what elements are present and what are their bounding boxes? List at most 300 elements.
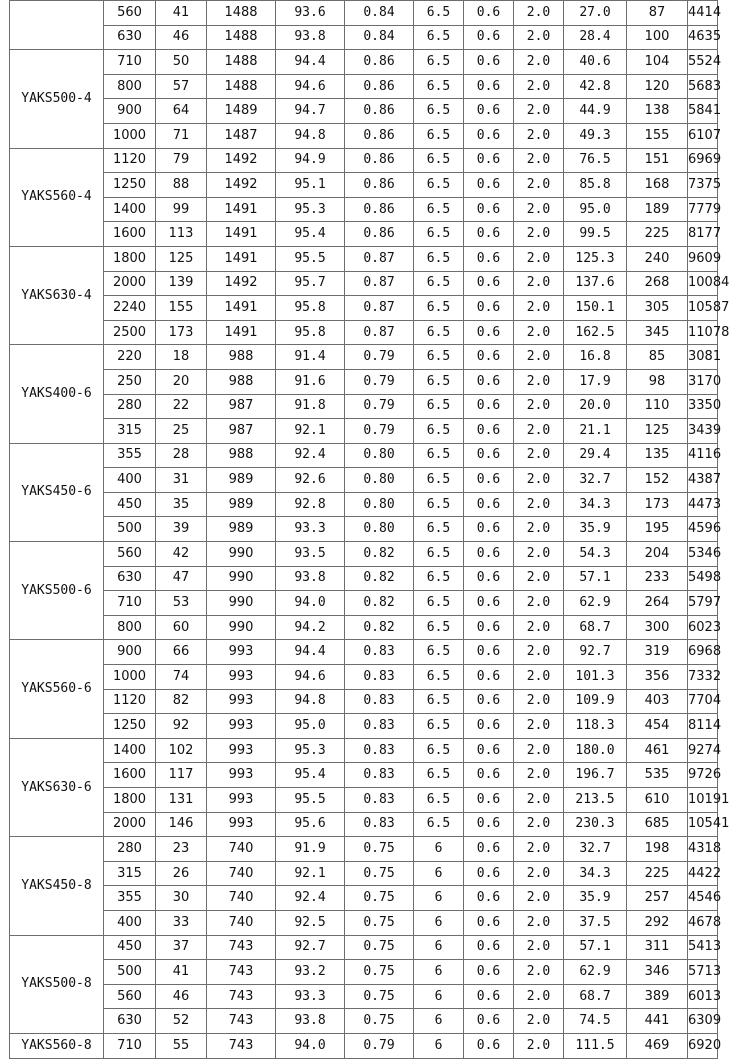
power-factor-cell: 0.80: [345, 492, 414, 517]
speed-cell: 990: [207, 591, 276, 616]
start-torque-ratio-cell: 0.6: [464, 1009, 514, 1034]
rated-current-cell: 53: [156, 591, 207, 616]
table-row: [10, 714, 718, 739]
rated-power-cell: 1600: [104, 222, 156, 247]
table-row: [10, 861, 718, 886]
table-row: [10, 197, 718, 222]
noise-or-weight-cell: 85: [627, 345, 688, 370]
power-factor-cell: 0.82: [345, 566, 414, 591]
table-row: [10, 394, 718, 419]
efficiency-cell: 94.0: [276, 1033, 345, 1058]
start-current-ratio-cell: 6.5: [414, 714, 464, 739]
speed-cell: 993: [207, 788, 276, 813]
noise-or-weight-cell: 305: [627, 296, 688, 321]
noise-or-weight-cell: 441: [627, 1009, 688, 1034]
power-factor-cell: 0.84: [345, 25, 414, 50]
rated-current-cell: 57: [156, 74, 207, 99]
speed-cell: 990: [207, 615, 276, 640]
rated-current-cell: 82: [156, 689, 207, 714]
noise-or-weight-cell: 233: [627, 566, 688, 591]
table-row: [10, 689, 718, 714]
max-torque-ratio-cell: 2.0: [514, 320, 564, 345]
model-cell: [10, 1, 104, 50]
table-row: [10, 615, 718, 640]
efficiency-cell: 93.3: [276, 517, 345, 542]
table-row: [10, 492, 718, 517]
efficiency-cell: 92.4: [276, 886, 345, 911]
rotor-inertia-cell: 28.4: [564, 25, 627, 50]
rated-power-cell: 710: [104, 591, 156, 616]
power-factor-cell: 0.80: [345, 517, 414, 542]
start-torque-ratio-cell: 0.6: [464, 1033, 514, 1058]
max-torque-ratio-cell: 2.0: [514, 984, 564, 1009]
rated-power-cell: 2240: [104, 296, 156, 321]
speed-cell: 1492: [207, 271, 276, 296]
noise-or-weight-cell: 151: [627, 148, 688, 173]
rotor-inertia-cell: 62.9: [564, 591, 627, 616]
weight-cell: 7779: [688, 197, 718, 222]
rotor-inertia-cell: 213.5: [564, 788, 627, 813]
max-torque-ratio-cell: 2.0: [514, 25, 564, 50]
efficiency-cell: 95.0: [276, 714, 345, 739]
rated-power-cell: 710: [104, 1033, 156, 1058]
rotor-inertia-cell: 32.7: [564, 837, 627, 862]
efficiency-cell: 92.5: [276, 910, 345, 935]
weight-cell: 6023: [688, 615, 718, 640]
rated-power-cell: 1250: [104, 714, 156, 739]
rated-power-cell: 560: [104, 542, 156, 567]
noise-or-weight-cell: 610: [627, 788, 688, 813]
power-factor-cell: 0.83: [345, 763, 414, 788]
table-row: [10, 74, 718, 99]
speed-cell: 988: [207, 369, 276, 394]
weight-cell: 8114: [688, 714, 718, 739]
weight-cell: 5346: [688, 542, 718, 567]
weight-cell: 5413: [688, 935, 718, 960]
start-torque-ratio-cell: 0.6: [464, 984, 514, 1009]
speed-cell: 1492: [207, 148, 276, 173]
rotor-inertia-cell: 34.3: [564, 492, 627, 517]
weight-cell: 5797: [688, 591, 718, 616]
start-current-ratio-cell: 6.5: [414, 615, 464, 640]
efficiency-cell: 91.9: [276, 837, 345, 862]
table-row: [10, 984, 718, 1009]
rotor-inertia-cell: 109.9: [564, 689, 627, 714]
efficiency-cell: 95.8: [276, 320, 345, 345]
power-factor-cell: 0.86: [345, 123, 414, 148]
speed-cell: 989: [207, 517, 276, 542]
weight-cell: 4414: [688, 1, 718, 26]
table-row: [10, 99, 718, 124]
noise-or-weight-cell: 345: [627, 320, 688, 345]
noise-or-weight-cell: 120: [627, 74, 688, 99]
rated-power-cell: 1800: [104, 246, 156, 271]
speed-cell: 1489: [207, 99, 276, 124]
rotor-inertia-cell: 68.7: [564, 984, 627, 1009]
max-torque-ratio-cell: 2.0: [514, 443, 564, 468]
rotor-inertia-cell: 99.5: [564, 222, 627, 247]
start-torque-ratio-cell: 0.6: [464, 50, 514, 75]
power-factor-cell: 0.83: [345, 714, 414, 739]
max-torque-ratio-cell: 2.0: [514, 738, 564, 763]
efficiency-cell: 94.8: [276, 123, 345, 148]
max-torque-ratio-cell: 2.0: [514, 861, 564, 886]
speed-cell: 1488: [207, 74, 276, 99]
rated-power-cell: 400: [104, 910, 156, 935]
rated-power-cell: 560: [104, 984, 156, 1009]
weight-cell: 10587: [688, 296, 718, 321]
weight-cell: 5841: [688, 99, 718, 124]
rated-current-cell: 18: [156, 345, 207, 370]
max-torque-ratio-cell: 2.0: [514, 566, 564, 591]
speed-cell: 987: [207, 394, 276, 419]
start-torque-ratio-cell: 0.6: [464, 1, 514, 26]
efficiency-cell: 94.9: [276, 148, 345, 173]
efficiency-cell: 92.8: [276, 492, 345, 517]
speed-cell: 743: [207, 1033, 276, 1058]
start-current-ratio-cell: 6.5: [414, 25, 464, 50]
efficiency-cell: 93.8: [276, 1009, 345, 1034]
rotor-inertia-cell: 180.0: [564, 738, 627, 763]
start-current-ratio-cell: 6: [414, 861, 464, 886]
start-current-ratio-cell: 6.5: [414, 296, 464, 321]
efficiency-cell: 95.7: [276, 271, 345, 296]
noise-or-weight-cell: 225: [627, 222, 688, 247]
power-factor-cell: 0.79: [345, 419, 414, 444]
power-factor-cell: 0.75: [345, 910, 414, 935]
model-cell: YAKS450-8: [10, 837, 104, 935]
rotor-inertia-cell: 74.5: [564, 1009, 627, 1034]
noise-or-weight-cell: 138: [627, 99, 688, 124]
rated-current-cell: 50: [156, 50, 207, 75]
table-row: [10, 369, 718, 394]
max-torque-ratio-cell: 2.0: [514, 812, 564, 837]
rotor-inertia-cell: 125.3: [564, 246, 627, 271]
rated-power-cell: 355: [104, 443, 156, 468]
start-torque-ratio-cell: 0.6: [464, 886, 514, 911]
start-torque-ratio-cell: 0.6: [464, 271, 514, 296]
efficiency-cell: 94.2: [276, 615, 345, 640]
start-current-ratio-cell: 6: [414, 910, 464, 935]
table-row: [10, 246, 718, 271]
weight-cell: 9609: [688, 246, 718, 271]
efficiency-cell: 95.4: [276, 763, 345, 788]
start-torque-ratio-cell: 0.6: [464, 222, 514, 247]
power-factor-cell: 0.75: [345, 1009, 414, 1034]
table-row: [10, 1, 718, 26]
rated-current-cell: 37: [156, 935, 207, 960]
max-torque-ratio-cell: 2.0: [514, 615, 564, 640]
start-torque-ratio-cell: 0.6: [464, 197, 514, 222]
speed-cell: 988: [207, 345, 276, 370]
weight-cell: 9726: [688, 763, 718, 788]
start-torque-ratio-cell: 0.6: [464, 345, 514, 370]
rotor-inertia-cell: 196.7: [564, 763, 627, 788]
speed-cell: 1491: [207, 197, 276, 222]
noise-or-weight-cell: 198: [627, 837, 688, 862]
rated-current-cell: 31: [156, 468, 207, 493]
rated-power-cell: 710: [104, 50, 156, 75]
table-row: [10, 296, 718, 321]
power-factor-cell: 0.75: [345, 861, 414, 886]
noise-or-weight-cell: 346: [627, 960, 688, 985]
noise-or-weight-cell: 168: [627, 173, 688, 198]
max-torque-ratio-cell: 2.0: [514, 468, 564, 493]
rotor-inertia-cell: 35.9: [564, 517, 627, 542]
table-row: [10, 419, 718, 444]
start-current-ratio-cell: 6.5: [414, 492, 464, 517]
model-cell: YAKS400-6: [10, 345, 104, 443]
model-cell: YAKS450-6: [10, 443, 104, 541]
noise-or-weight-cell: 454: [627, 714, 688, 739]
power-factor-cell: 0.75: [345, 837, 414, 862]
efficiency-cell: 95.3: [276, 197, 345, 222]
rotor-inertia-cell: 92.7: [564, 640, 627, 665]
noise-or-weight-cell: 264: [627, 591, 688, 616]
rotor-inertia-cell: 40.6: [564, 50, 627, 75]
max-torque-ratio-cell: 2.0: [514, 837, 564, 862]
weight-cell: 7332: [688, 665, 718, 690]
rated-power-cell: 315: [104, 419, 156, 444]
rated-current-cell: 46: [156, 984, 207, 1009]
rated-current-cell: 46: [156, 25, 207, 50]
start-current-ratio-cell: 6.5: [414, 173, 464, 198]
noise-or-weight-cell: 403: [627, 689, 688, 714]
weight-cell: 7375: [688, 173, 718, 198]
table-row: [10, 222, 718, 247]
speed-cell: 1488: [207, 1, 276, 26]
start-torque-ratio-cell: 0.6: [464, 246, 514, 271]
start-torque-ratio-cell: 0.6: [464, 935, 514, 960]
efficiency-cell: 95.4: [276, 222, 345, 247]
rated-current-cell: 71: [156, 123, 207, 148]
model-cell: YAKS630-6: [10, 738, 104, 836]
power-factor-cell: 0.75: [345, 935, 414, 960]
rotor-inertia-cell: 111.5: [564, 1033, 627, 1058]
rotor-inertia-cell: 76.5: [564, 148, 627, 173]
weight-cell: 4387: [688, 468, 718, 493]
speed-cell: 990: [207, 566, 276, 591]
speed-cell: 988: [207, 443, 276, 468]
power-factor-cell: 0.82: [345, 615, 414, 640]
weight-cell: 5683: [688, 74, 718, 99]
table-row: [10, 271, 718, 296]
max-torque-ratio-cell: 2.0: [514, 74, 564, 99]
start-torque-ratio-cell: 0.6: [464, 320, 514, 345]
noise-or-weight-cell: 100: [627, 25, 688, 50]
efficiency-cell: 93.6: [276, 1, 345, 26]
start-torque-ratio-cell: 0.6: [464, 788, 514, 813]
rotor-inertia-cell: 16.8: [564, 345, 627, 370]
max-torque-ratio-cell: 2.0: [514, 296, 564, 321]
noise-or-weight-cell: 685: [627, 812, 688, 837]
max-torque-ratio-cell: 2.0: [514, 50, 564, 75]
start-current-ratio-cell: 6.5: [414, 812, 464, 837]
rated-current-cell: 28: [156, 443, 207, 468]
power-factor-cell: 0.75: [345, 960, 414, 985]
power-factor-cell: 0.80: [345, 468, 414, 493]
efficiency-cell: 93.3: [276, 984, 345, 1009]
start-current-ratio-cell: 6.5: [414, 148, 464, 173]
noise-or-weight-cell: 135: [627, 443, 688, 468]
weight-cell: 3170: [688, 369, 718, 394]
speed-cell: 993: [207, 763, 276, 788]
noise-or-weight-cell: 292: [627, 910, 688, 935]
start-current-ratio-cell: 6.5: [414, 419, 464, 444]
table-row: [10, 1033, 718, 1058]
max-torque-ratio-cell: 2.0: [514, 689, 564, 714]
rotor-inertia-cell: 17.9: [564, 369, 627, 394]
table-row: [10, 640, 718, 665]
start-torque-ratio-cell: 0.6: [464, 665, 514, 690]
table-row: [10, 517, 718, 542]
table-body: [10, 1, 729, 1059]
power-factor-cell: 0.83: [345, 788, 414, 813]
model-cell: YAKS560-8: [10, 1033, 104, 1058]
weight-cell: 3439: [688, 419, 718, 444]
noise-or-weight-cell: 240: [627, 246, 688, 271]
speed-cell: 743: [207, 984, 276, 1009]
start-current-ratio-cell: 6.5: [414, 222, 464, 247]
efficiency-cell: 92.6: [276, 468, 345, 493]
rated-current-cell: 41: [156, 960, 207, 985]
noise-or-weight-cell: 204: [627, 542, 688, 567]
rated-power-cell: 280: [104, 394, 156, 419]
rated-current-cell: 41: [156, 1, 207, 26]
power-factor-cell: 0.86: [345, 222, 414, 247]
start-torque-ratio-cell: 0.6: [464, 296, 514, 321]
rated-power-cell: 450: [104, 935, 156, 960]
noise-or-weight-cell: 189: [627, 197, 688, 222]
weight-cell: 5713: [688, 960, 718, 985]
rated-power-cell: 1800: [104, 788, 156, 813]
rated-current-cell: 20: [156, 369, 207, 394]
start-torque-ratio-cell: 0.6: [464, 394, 514, 419]
speed-cell: 1487: [207, 123, 276, 148]
speed-cell: 740: [207, 886, 276, 911]
speed-cell: 1491: [207, 246, 276, 271]
start-current-ratio-cell: 6.5: [414, 468, 464, 493]
start-torque-ratio-cell: 0.6: [464, 25, 514, 50]
start-torque-ratio-cell: 0.6: [464, 738, 514, 763]
noise-or-weight-cell: 155: [627, 123, 688, 148]
rated-current-cell: 99: [156, 197, 207, 222]
table-row: [10, 542, 718, 567]
start-current-ratio-cell: 6.5: [414, 369, 464, 394]
max-torque-ratio-cell: 2.0: [514, 1, 564, 26]
efficiency-cell: 93.8: [276, 25, 345, 50]
model-cell: YAKS500-8: [10, 935, 104, 1033]
max-torque-ratio-cell: 2.0: [514, 222, 564, 247]
power-factor-cell: 0.79: [345, 369, 414, 394]
power-factor-cell: 0.86: [345, 148, 414, 173]
speed-cell: 993: [207, 689, 276, 714]
efficiency-cell: 92.1: [276, 419, 345, 444]
rotor-inertia-cell: 230.3: [564, 812, 627, 837]
power-factor-cell: 0.82: [345, 542, 414, 567]
rotor-inertia-cell: 101.3: [564, 665, 627, 690]
power-factor-cell: 0.87: [345, 320, 414, 345]
power-factor-cell: 0.83: [345, 689, 414, 714]
noise-or-weight-cell: 152: [627, 468, 688, 493]
max-torque-ratio-cell: 2.0: [514, 517, 564, 542]
speed-cell: 1488: [207, 25, 276, 50]
start-current-ratio-cell: 6.5: [414, 689, 464, 714]
start-current-ratio-cell: 6.5: [414, 123, 464, 148]
speed-cell: 990: [207, 542, 276, 567]
start-current-ratio-cell: 6.5: [414, 99, 464, 124]
start-torque-ratio-cell: 0.6: [464, 960, 514, 985]
power-factor-cell: 0.82: [345, 591, 414, 616]
rotor-inertia-cell: 44.9: [564, 99, 627, 124]
table-row: [10, 812, 718, 837]
start-current-ratio-cell: 6.5: [414, 443, 464, 468]
rated-current-cell: 25: [156, 419, 207, 444]
rated-current-cell: 47: [156, 566, 207, 591]
table-row: [10, 788, 718, 813]
weight-cell: 4596: [688, 517, 718, 542]
efficiency-cell: 94.0: [276, 591, 345, 616]
start-current-ratio-cell: 6.5: [414, 345, 464, 370]
rated-power-cell: 500: [104, 517, 156, 542]
max-torque-ratio-cell: 2.0: [514, 99, 564, 124]
weight-cell: 4116: [688, 443, 718, 468]
table-row: [10, 886, 718, 911]
rated-current-cell: 102: [156, 738, 207, 763]
start-torque-ratio-cell: 0.6: [464, 74, 514, 99]
start-current-ratio-cell: 6.5: [414, 566, 464, 591]
power-factor-cell: 0.83: [345, 812, 414, 837]
start-torque-ratio-cell: 0.6: [464, 615, 514, 640]
rated-current-cell: 42: [156, 542, 207, 567]
table-row: [10, 591, 718, 616]
noise-or-weight-cell: 125: [627, 419, 688, 444]
rotor-inertia-cell: 49.3: [564, 123, 627, 148]
power-factor-cell: 0.86: [345, 197, 414, 222]
speed-cell: 1491: [207, 222, 276, 247]
rated-power-cell: 2000: [104, 812, 156, 837]
power-factor-cell: 0.75: [345, 886, 414, 911]
rated-power-cell: 630: [104, 1009, 156, 1034]
max-torque-ratio-cell: 2.0: [514, 542, 564, 567]
max-torque-ratio-cell: 2.0: [514, 419, 564, 444]
start-torque-ratio-cell: 0.6: [464, 640, 514, 665]
start-torque-ratio-cell: 0.6: [464, 837, 514, 862]
speed-cell: 743: [207, 935, 276, 960]
max-torque-ratio-cell: 2.0: [514, 123, 564, 148]
weight-cell: 7704: [688, 689, 718, 714]
efficiency-cell: 92.4: [276, 443, 345, 468]
rated-power-cell: 630: [104, 25, 156, 50]
rotor-inertia-cell: 118.3: [564, 714, 627, 739]
noise-or-weight-cell: 98: [627, 369, 688, 394]
rated-power-cell: 1400: [104, 197, 156, 222]
rated-power-cell: 1400: [104, 738, 156, 763]
table-row: [10, 1009, 718, 1034]
rated-current-cell: 117: [156, 763, 207, 788]
noise-or-weight-cell: 173: [627, 492, 688, 517]
rated-power-cell: 2500: [104, 320, 156, 345]
efficiency-cell: 94.6: [276, 74, 345, 99]
noise-or-weight-cell: 356: [627, 665, 688, 690]
rated-current-cell: 35: [156, 492, 207, 517]
efficiency-cell: 94.4: [276, 640, 345, 665]
max-torque-ratio-cell: 2.0: [514, 714, 564, 739]
weight-cell: 6920: [688, 1033, 718, 1058]
efficiency-cell: 92.7: [276, 935, 345, 960]
rated-current-cell: 55: [156, 1033, 207, 1058]
speed-cell: 740: [207, 861, 276, 886]
